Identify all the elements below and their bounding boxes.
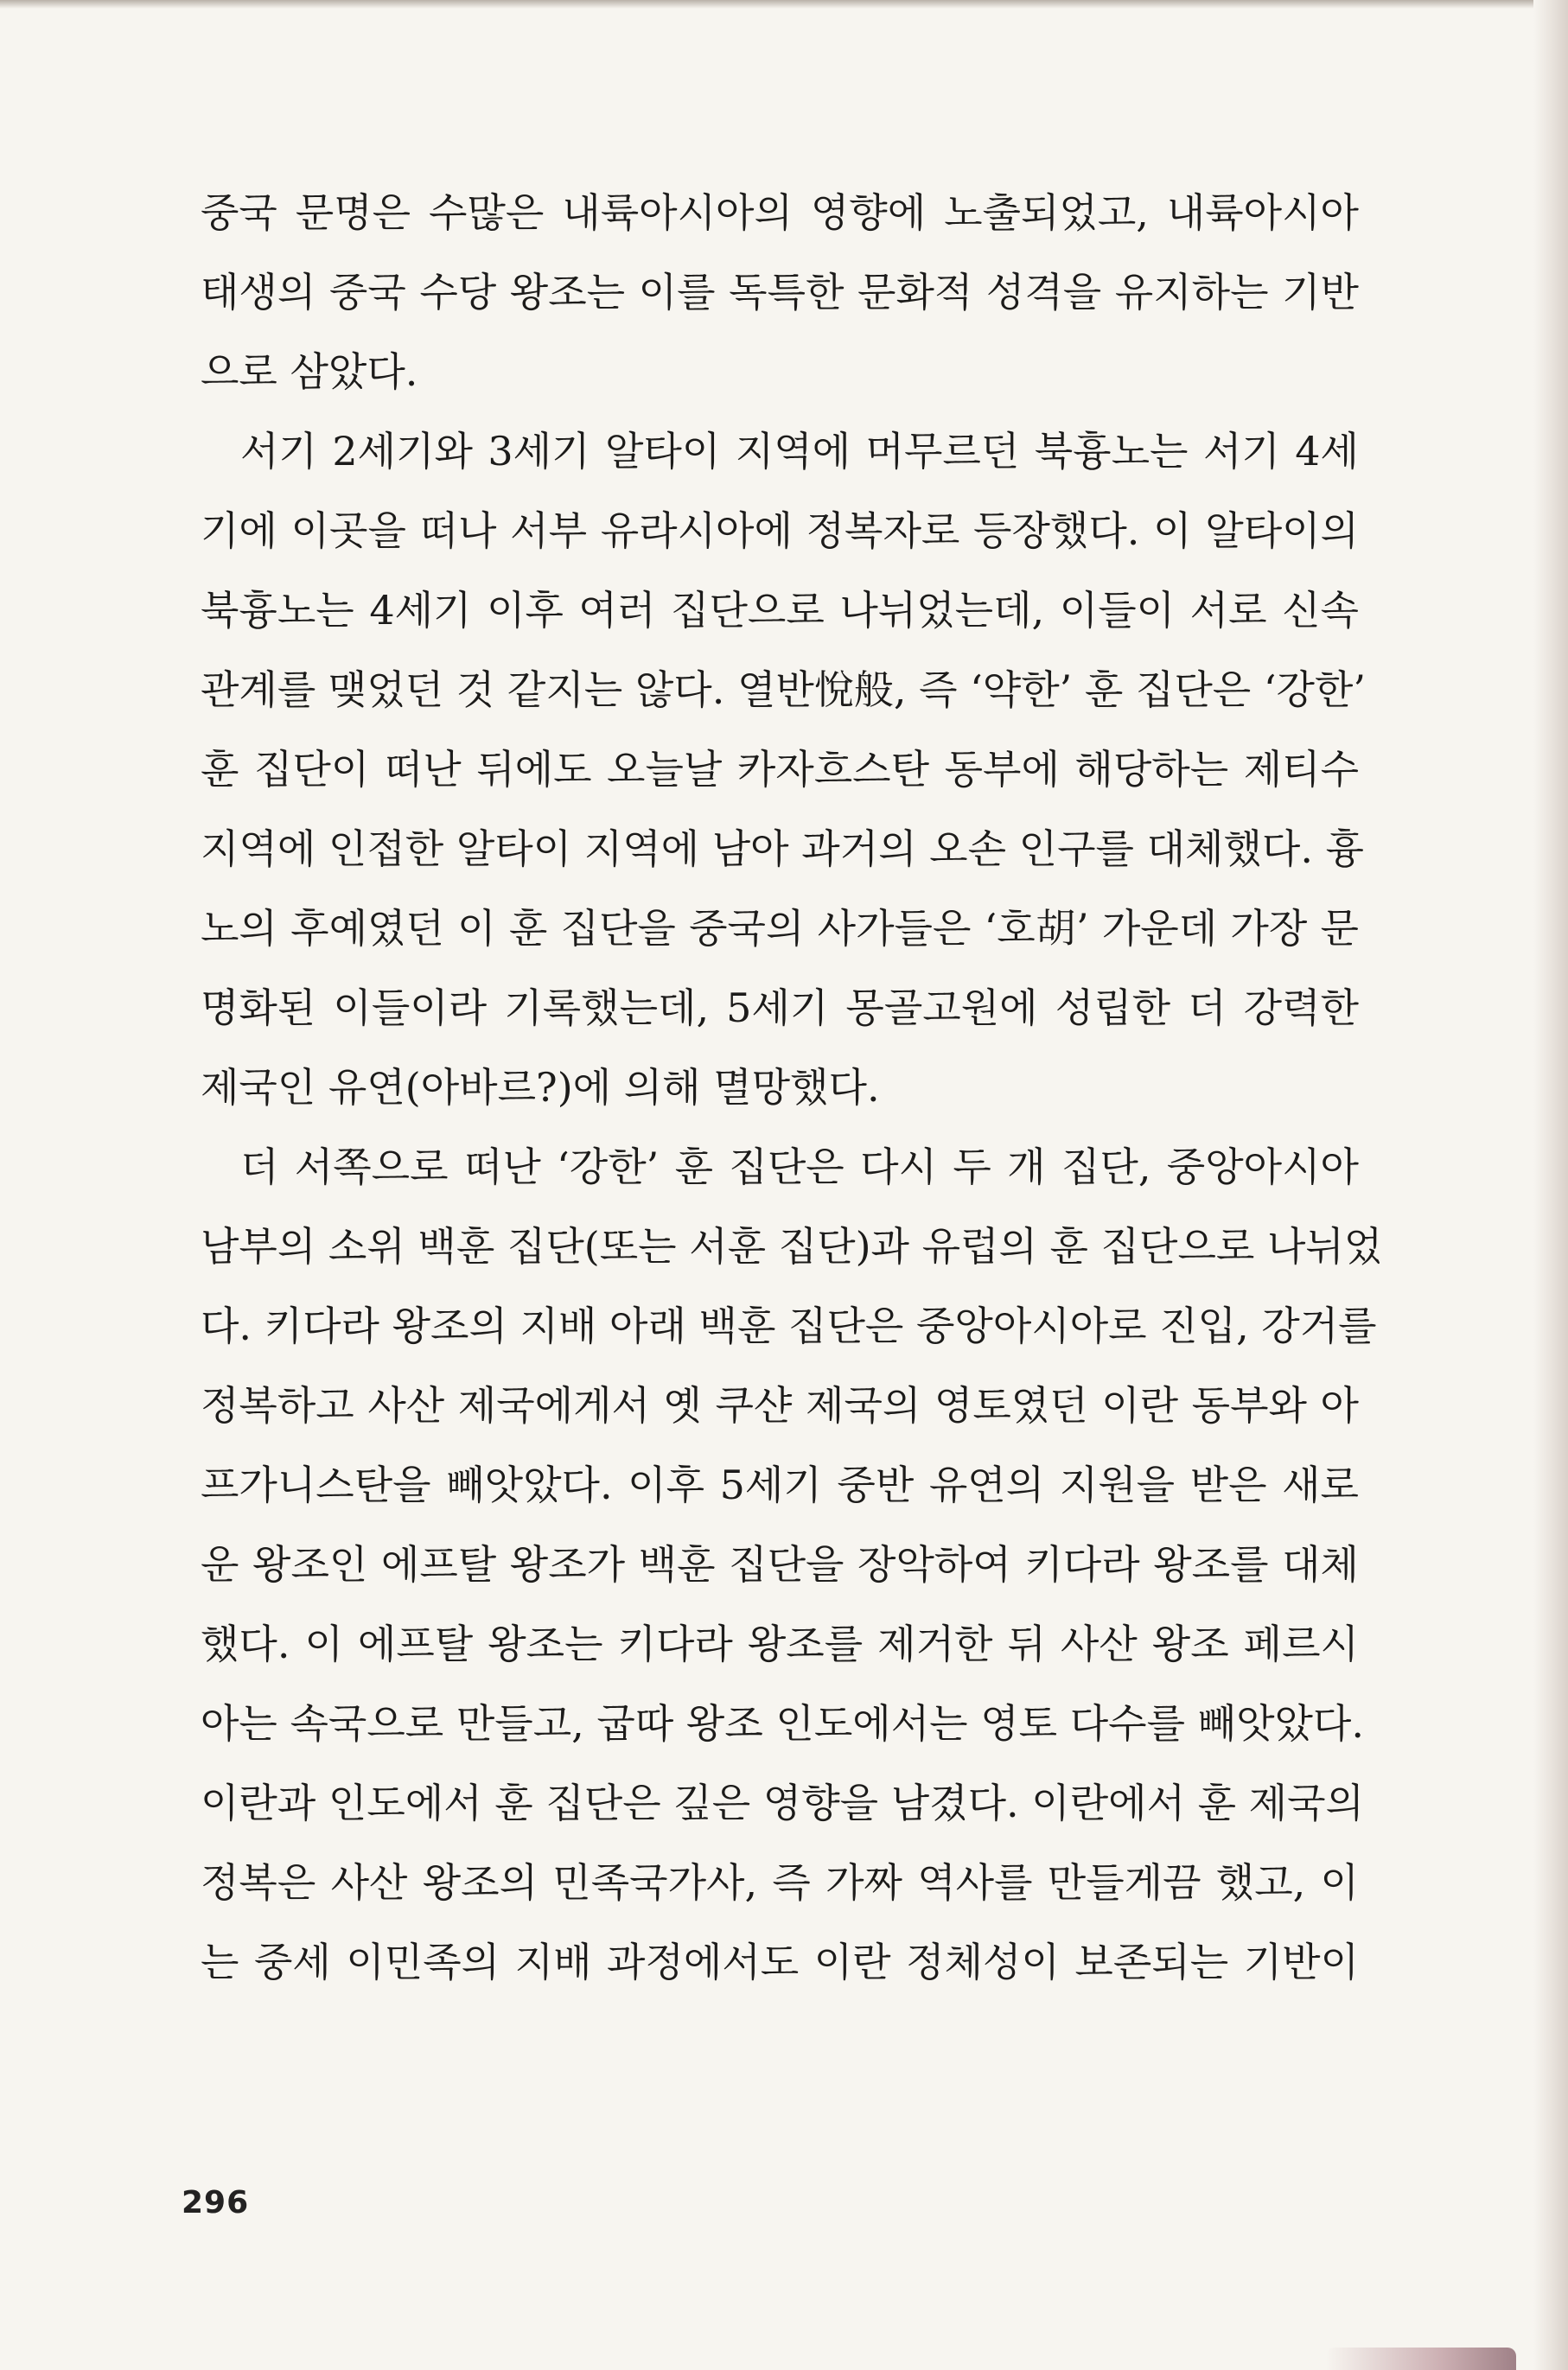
text-line: 는 중세 이민족의 지배 과정에서도 이란 정체성이 보존되는 기반이 [201, 1939, 1359, 1985]
text-line: 태생의 중국 수당 왕조는 이를 독특한 문화적 성격을 유지하는 기반 [201, 269, 1359, 315]
text-line: 으로 삼았다. [201, 348, 418, 395]
page-top-edge [0, 0, 1568, 9]
text-line: 북흉노는 4세기 이후 여러 집단으로 나뉘었는데, 이들이 서로 신속 [201, 587, 1359, 634]
text-line: 제국인 유연(아바르?)에 의해 멸망했다. [201, 1064, 880, 1111]
page-number: 296 [182, 2185, 250, 2220]
text-line: 다. 키다라 왕조의 지배 아래 백훈 집단은 중앙아시아로 진입, 강거를 [201, 1303, 1377, 1349]
text-line: 했다. 이 에프탈 왕조는 키다라 왕조를 제거한 뒤 사산 왕조 페르시 [201, 1621, 1359, 1667]
text-line: 남부의 소위 백훈 집단(또는 서훈 집단)과 유럽의 훈 집단으로 나뉘었 [201, 1223, 1383, 1270]
page-bottom-smudge [1326, 2348, 1516, 2370]
text-line: 운 왕조인 에프탈 왕조가 백훈 집단을 장악하여 키다라 왕조를 대체 [201, 1541, 1359, 1588]
text-line: 더 서쪽으로 떠난 ‘강한’ 훈 집단은 다시 두 개 집단, 중앙아시아 [240, 1144, 1359, 1190]
text-line: 지역에 인접한 알타이 지역에 남아 과거의 오손 인구를 대체했다. 흉 [201, 825, 1364, 872]
text-line: 기에 이곳을 떠나 서부 유라시아에 정복자로 등장했다. 이 알타이의 [201, 507, 1359, 554]
text-line: 훈 집단이 떠난 뒤에도 오늘날 카자흐스탄 동부에 해당하는 제티수 [201, 746, 1359, 793]
text-line: 아는 속국으로 만들고, 굽따 왕조 인도에서는 영토 다수를 빼앗았다. [201, 1700, 1364, 1747]
text-line: 중국 문명은 수많은 내륙아시아의 영향에 노출되었고, 내륙아시아 [201, 189, 1359, 236]
body-text [201, 173, 1383, 2002]
page-right-edge-shadow [1533, 0, 1568, 2370]
text-line: 서기 2세기와 3세기 알타이 지역에 머무르던 북흉노는 서기 4세 [240, 428, 1359, 475]
text-line: 정복은 사산 왕조의 민족국가사, 즉 가짜 역사를 만들게끔 했고, 이 [201, 1859, 1359, 1906]
text-line: 정복하고 사산 제국에게서 옛 쿠샨 제국의 영토였던 이란 동부와 아 [201, 1382, 1359, 1429]
text-line: 명화된 이들이라 기록했는데, 5세기 몽골고원에 성립한 더 강력한 [201, 984, 1359, 1031]
text-line: 관계를 맺었던 것 같지는 않다. 열반悅般, 즉 ‘약한’ 훈 집단은 ‘강한’ [201, 666, 1366, 713]
text-line: 이란과 인도에서 훈 집단은 깊은 영향을 남겼다. 이란에서 훈 제국의 [201, 1780, 1364, 1826]
text-line: 노의 후예였던 이 훈 집단을 중국의 사가들은 ‘호胡’ 가운데 가장 문 [201, 905, 1359, 952]
text-line: 프가니스탄을 빼앗았다. 이후 5세기 중반 유연의 지원을 받은 새로 [201, 1462, 1359, 1508]
